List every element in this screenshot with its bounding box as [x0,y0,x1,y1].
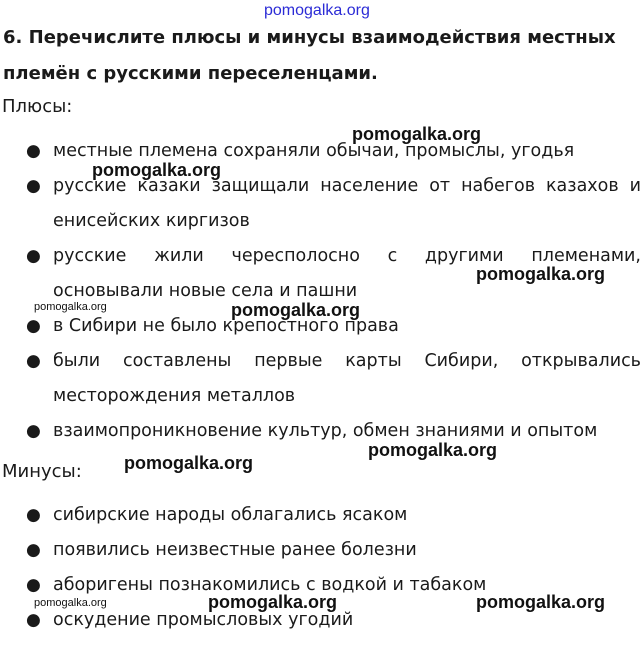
task-title-line2: племён с русскими переселенцами. [3,63,378,84]
watermark-small: pomogalka.org [34,597,107,609]
plus-item-6 [26,414,641,449]
plus-item-3-text: русские жили чересполосно с другими племенами, основывали новые села и пашни [53,246,641,301]
plus-item-6-text: взаимопроникновение культур, обмен знаниями и опытом [53,421,598,441]
bullet: ● [26,421,41,441]
bullet: ● [26,141,41,161]
minuses-label: Минусы: [2,461,82,482]
watermark: pomogalka.org [352,124,482,144]
bullet: ● [26,575,41,595]
minus-item-2-text: появились неизвестные ранее болезни [53,540,417,560]
bullet: ● [26,610,41,630]
plus-item-2-text: русские казаки защищали население от набегов казахов и енисейских киргизов [53,176,641,231]
plus-item-4-text: в Сибири не было крепостного права [53,316,399,336]
bullet: ● [26,540,41,560]
task-title [3,20,643,92]
watermark: pomogalka.org [208,592,338,612]
minus-item-2 [26,533,641,568]
watermark: pomogalka.org [92,160,222,180]
pluses-label: Плюсы: [2,96,73,117]
watermark: pomogalka.org [368,440,498,460]
bullet: ● [26,351,41,371]
bullet: ● [26,316,41,336]
watermark-small: pomogalka.org [34,301,107,313]
watermark: pomogalka.org [476,264,606,284]
bullet: ● [26,176,41,196]
watermark: pomogalka.org [476,592,606,612]
minus-item-3-text: аборигены познакомились с водкой и табаком [53,575,487,595]
watermark: pomogalka.org [231,300,361,320]
watermark: pomogalka.org [124,453,254,473]
bullet: ● [26,246,41,266]
plus-item-1-text: местные племена сохраняли обычаи, промыслы, угодья [53,141,575,161]
minus-item-4-text: оскудение промысловых угодий [53,610,354,630]
task-title-line1: 6. Перечислите плюсы и минусы взаимодействия местных [3,27,616,48]
plus-item-5 [26,344,641,414]
plus-item-5-text: были составлены первые карты Сибири, открывались месторождения металлов [53,351,641,406]
bullet: ● [26,505,41,525]
minus-item-1-text: сибирские народы облагались ясаком [53,505,408,525]
watermark-top: pomogalka.org [264,2,370,19]
minus-item-1 [26,498,641,533]
